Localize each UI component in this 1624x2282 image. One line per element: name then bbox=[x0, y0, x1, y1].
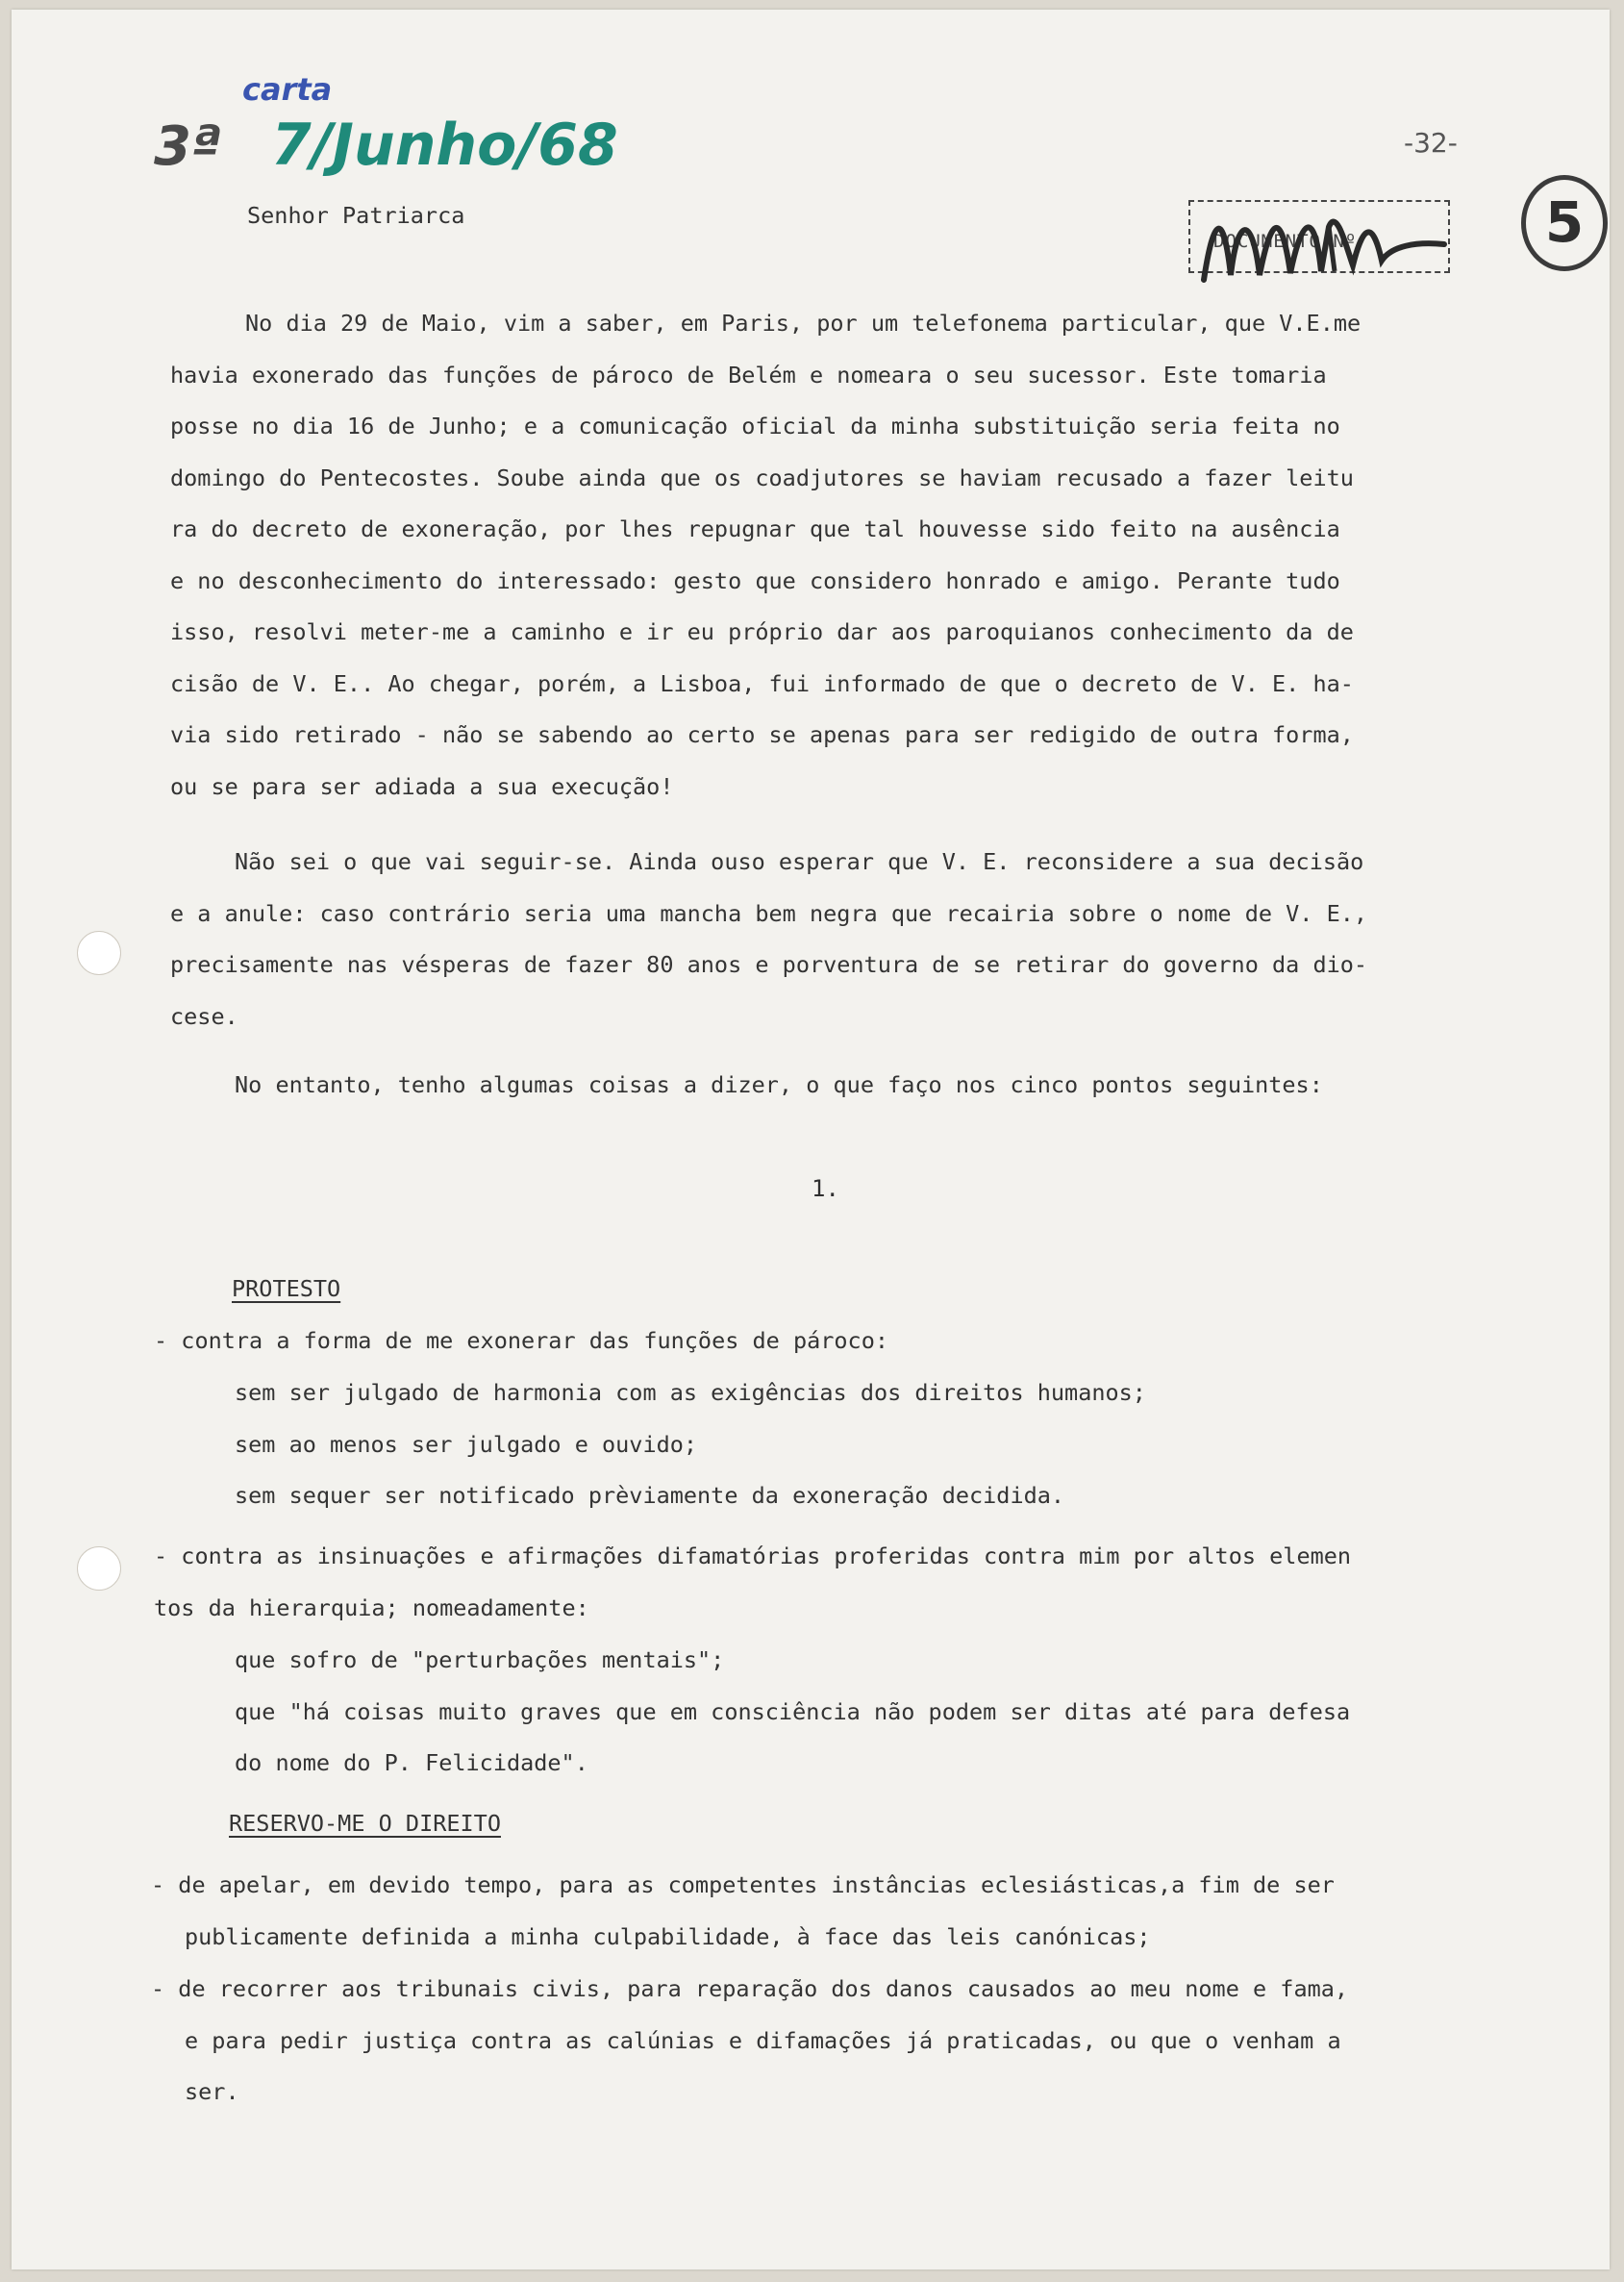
punch-hole bbox=[77, 931, 121, 975]
text-line: havia exonerado das funções de pároco de Belém e nomeara o seu sucessor. Este tomaria bbox=[170, 361, 1327, 389]
text-line: sem ao menos ser julgado e ouvido; bbox=[235, 1430, 698, 1458]
text-line: ra do decreto de exoneração, por lhes repugnar que tal houvesse sido feito na ausência bbox=[170, 515, 1340, 542]
text-line: domingo do Pentecostes. Soube ainda que os coadjutores se haviam recusado a fazer leitu bbox=[170, 464, 1354, 491]
text-line: Não sei o que vai seguir-se. Ainda ouso esperar que V. E. reconsidere a sua decisão bbox=[235, 848, 1364, 875]
text-line: - de apelar, em devido tempo, para as competentes instâncias eclesiásticas,a fim de ser bbox=[151, 1871, 1335, 1898]
text-line: do nome do P. Felicidade". bbox=[235, 1749, 588, 1776]
circled-document-number: 5 bbox=[1521, 175, 1608, 271]
text-line: ou se para ser adiada a sua execução! bbox=[170, 772, 674, 800]
text-line: tos da hierarquia; nomeadamente: bbox=[154, 1593, 589, 1621]
text-line: posse no dia 16 de Junho; e a comunicação oficial da minha substituição seria feita no bbox=[170, 413, 1340, 439]
protesto-heading: PROTESTO bbox=[232, 1275, 341, 1302]
text-line: - de recorrer aos tribunais civis, para reparação dos danos causados ao meu nome e fama, bbox=[151, 1975, 1349, 2002]
handwritten-date: 7/Junho/68 bbox=[271, 112, 618, 179]
stamp-label: DOCUMENTO Nº bbox=[1213, 231, 1358, 252]
text-line: No dia 29 de Maio, vim a saber, em Paris, por um telefonema particular, que V.E.me bbox=[245, 310, 1362, 337]
text-line: que sofro de "perturbações mentais"; bbox=[235, 1646, 725, 1673]
punch-hole bbox=[77, 1546, 121, 1591]
text-line: que "há coisas muito graves que em consciência não podem ser ditas até para defesa bbox=[235, 1697, 1351, 1725]
section-number: 1. bbox=[812, 1175, 839, 1202]
signature bbox=[1185, 188, 1473, 294]
paragraph-3: No entanto, tenho algumas coisas a dizer, o que faço nos cinco pontos seguintes: bbox=[235, 1071, 1323, 1098]
text-line: ser. bbox=[185, 2078, 239, 2105]
document-page bbox=[12, 10, 1610, 2269]
salutation: Senhor Patriarca bbox=[247, 202, 465, 229]
text-line: e a anule: caso contrário seria uma mancha bem negra que recairia sobre o nome de V. E., bbox=[170, 899, 1368, 927]
text-line: precisamente nas vésperas de fazer 80 anos e porventura de se retirar do governo da dio- bbox=[170, 951, 1368, 978]
protesto-item-1: - contra a forma de me exonerar das funções de pároco: bbox=[154, 1327, 889, 1354]
handwritten-number: 3ª bbox=[154, 115, 222, 178]
text-line: sem ser julgado de harmonia com as exigências dos direitos humanos; bbox=[235, 1379, 1146, 1406]
text-line: via sido retirado - não se sabendo ao certo se apenas para ser redigido de outra forma, bbox=[170, 721, 1354, 748]
text-line: isso, resolvi meter-me a caminho e ir eu próprio dar aos paroquianos conhecimento da de bbox=[170, 618, 1354, 645]
text-line: - contra as insinuações e afirmações difamatórias proferidas contra mim por altos elemen bbox=[154, 1542, 1352, 1569]
handwritten-carta: carta bbox=[242, 71, 333, 108]
text-line: cisão de V. E.. Ao chegar, porém, a Lisboa, fui informado de que o decreto de V. E. ha- bbox=[170, 669, 1354, 697]
text-line: e para pedir justiça contra as calúnias e difamações já praticadas, ou que o venham a bbox=[185, 2026, 1341, 2054]
text-line: cese. bbox=[170, 1002, 238, 1030]
text-line: sem sequer ser notificado prèviamente da exoneração decidida. bbox=[235, 1482, 1065, 1509]
text-line: publicamente definida a minha culpabilidade, à face das leis canónicas; bbox=[185, 1922, 1151, 1950]
reservo-heading: RESERVO-ME O DIREITO bbox=[229, 1810, 501, 1837]
text-line: e no desconhecimento do interessado: gesto que considero honrado e amigo. Perante tudo bbox=[170, 566, 1340, 594]
page-number: -32- bbox=[1404, 127, 1458, 159]
